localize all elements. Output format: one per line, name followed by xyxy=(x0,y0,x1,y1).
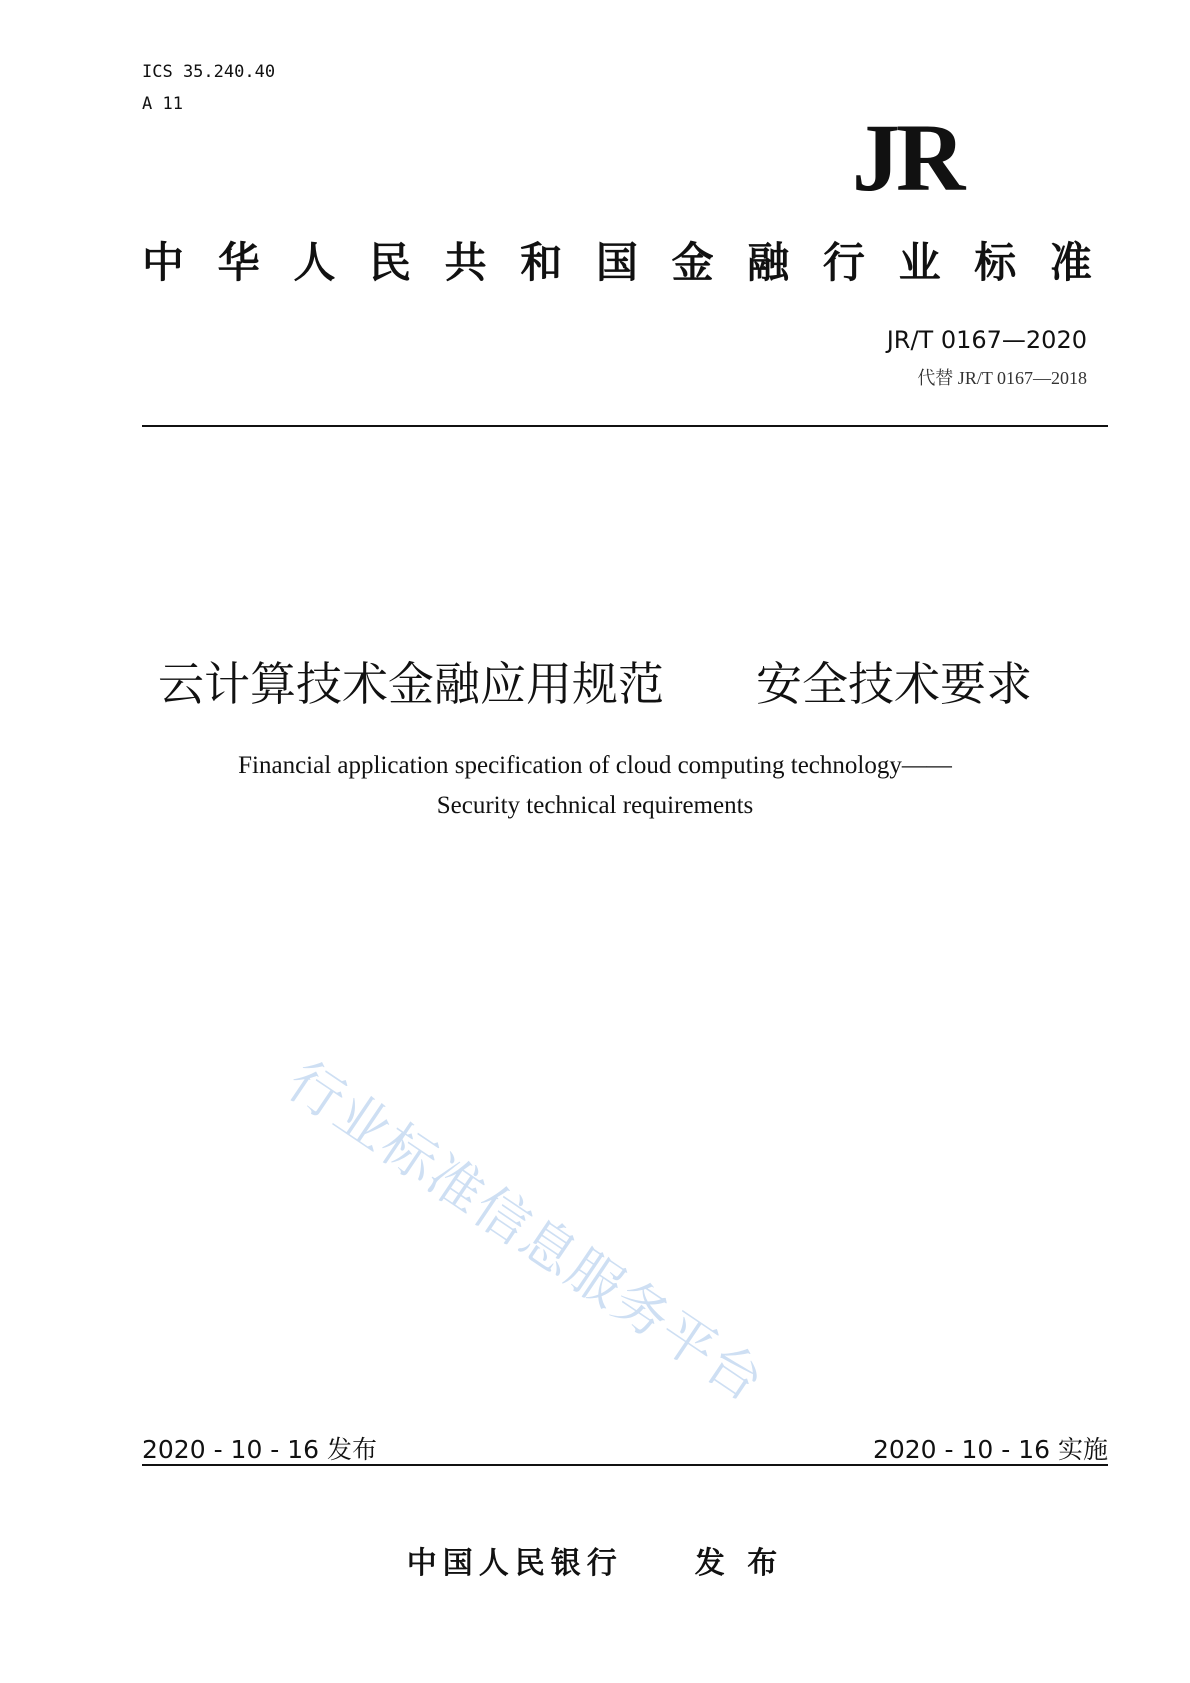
english-title-line1: Financial application specification of cloud computing technology—— xyxy=(238,752,952,779)
org-title-char: 和 xyxy=(520,238,563,287)
replaces-standard: 代替 JR/T 0167—2018 xyxy=(917,368,1087,388)
english-title-line2: Security technical requirements xyxy=(436,792,754,819)
org-title-char: 融 xyxy=(747,238,790,287)
org-title-char: 华 xyxy=(217,238,260,287)
org-title-char: 人 xyxy=(293,238,336,287)
org-title-char: 金 xyxy=(671,238,714,287)
org-title-char: 准 xyxy=(1049,238,1092,287)
top-divider xyxy=(142,425,1108,427)
ics-code: ICS 35.240.40 xyxy=(142,62,276,82)
standard-number: JR/T 0167—2020 xyxy=(886,326,1087,354)
publisher: 中国人民银行 发 布 xyxy=(406,1546,784,1581)
bottom-divider xyxy=(142,1464,1108,1466)
org-title-char: 行 xyxy=(822,238,865,287)
classification-code: A 11 xyxy=(142,94,183,114)
org-title-char: 国 xyxy=(595,238,638,287)
org-title-char: 民 xyxy=(368,238,411,287)
org-title-char: 中 xyxy=(142,238,185,287)
chinese-title: 云计算技术金融应用规范 安全技术要求 xyxy=(158,657,1032,711)
org-title-char: 业 xyxy=(898,238,941,287)
org-title-char: 共 xyxy=(444,238,487,287)
jr-logo: JR xyxy=(852,104,962,211)
watermark: 行业标准信息服务平台 xyxy=(276,1049,777,1415)
implementation-date: 2020 - 10 - 16 实施 xyxy=(872,1435,1108,1464)
org-title xyxy=(142,230,1092,290)
issue-date: 2020 - 10 - 16 发布 xyxy=(142,1435,378,1464)
org-title-char: 标 xyxy=(974,238,1017,287)
